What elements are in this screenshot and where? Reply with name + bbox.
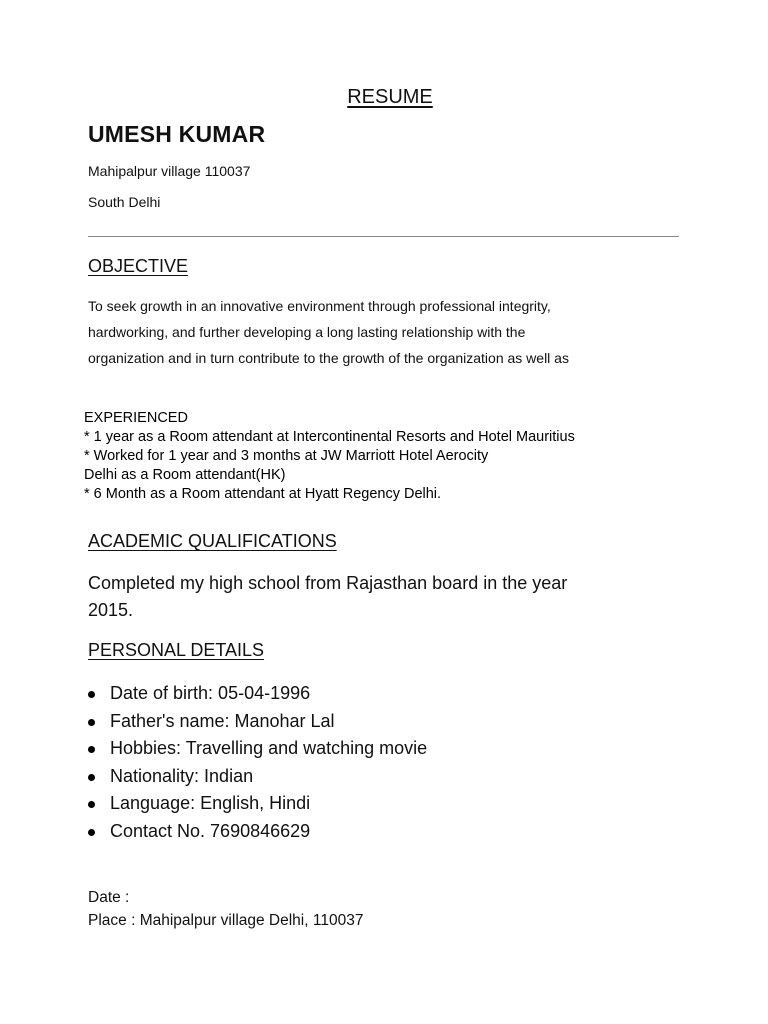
list-item [88,790,427,818]
bullet-icon [88,801,95,808]
objective-line: To seek growth in an innovative environment through professional integrity, [88,298,551,314]
list-item [88,680,427,708]
personal-heading: PERSONAL DETAILS [88,640,265,660]
list-item [88,763,427,791]
academic-line: Completed my high school from Rajasthan board in the year [88,573,568,593]
personal-details-list [88,680,427,845]
date-field: Date : [88,889,130,906]
personal-detail-text: Father's name: Manohar Lal [110,710,335,731]
list-item [88,818,427,846]
personal-detail-text: Date of birth: 05-04-1996 [110,683,311,703]
candidate-name: UMESH KUMAR [88,121,266,147]
personal-detail-text: Nationality: Indian [110,765,254,786]
header-divider [88,236,679,237]
bullet-icon [88,719,95,726]
experience-line: * 1 year as a Room attendant at Intercontinental Resorts and Hotel Mauritius [84,429,575,445]
experience-line: * Worked for 1 year and 3 months at JW Marriott Hotel Aerocity [84,448,489,464]
bullet-icon [88,829,95,836]
address-line-2: South Delhi [88,194,161,210]
place-field: Place : Mahipalpur village Delhi, 110037 [88,912,364,929]
bullet-icon [88,691,95,698]
experience-line: Delhi as a Room attendant(HK) [84,467,286,483]
experience-line: * 6 Month as a Room attendant at Hyatt Regency Delhi. [84,486,442,502]
list-item [88,708,427,736]
personal-detail-text: Contact No. 7690846629 [110,820,311,841]
objective-line: hardworking, and further developing a long lasting relationship with the [88,324,526,340]
address-line-1: Mahipalpur village 110037 [88,163,251,179]
academic-line: 2015. [88,600,134,620]
bullet-icon [88,746,95,753]
experience-heading: EXPERIENCED [84,410,188,426]
document-title: RESUME [347,86,433,108]
objective-text [88,293,688,371]
academic-text [88,570,688,624]
personal-detail-text: Hobbies: Travelling and watching movie [110,738,428,758]
list-item [88,735,427,763]
objective-heading: OBJECTIVE [88,256,189,276]
objective-line: organization and in turn contribute to the growth of the organization as well as [88,350,569,366]
personal-detail-text: Language: English, Hindi [110,793,311,813]
experience-section [84,409,575,504]
bullet-icon [88,774,95,781]
academic-heading: ACADEMIC QUALIFICATIONS [88,531,337,551]
